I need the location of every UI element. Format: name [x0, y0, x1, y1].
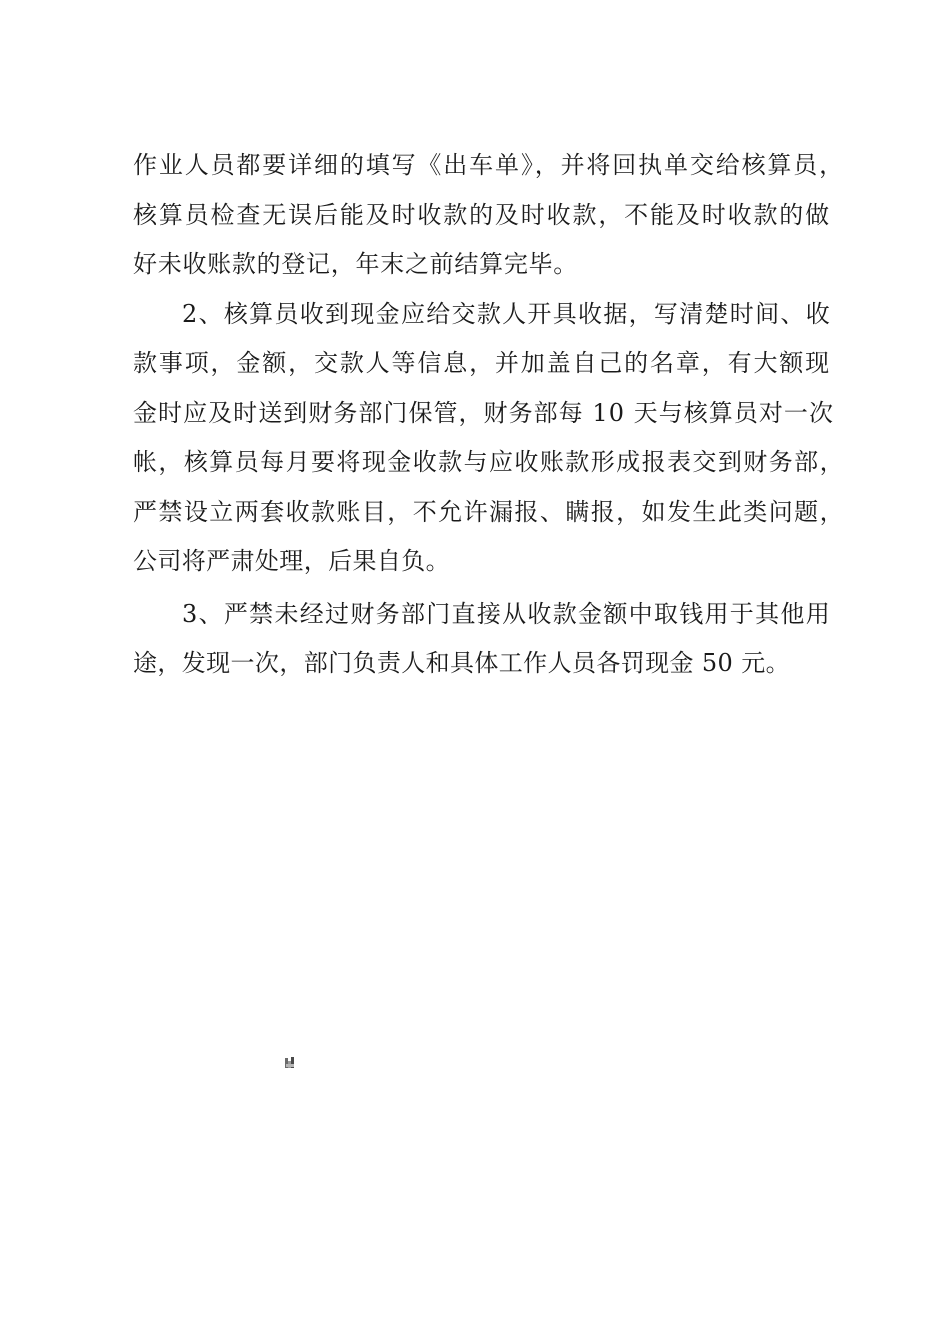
text-run: 好未收账款的登记，年末之前结算完毕。: [133, 250, 578, 278]
paragraph-3-line-1: [0, 594, 950, 634]
paragraph-1-line-2: [0, 195, 950, 235]
text-run: 3、严禁未经过财务部门直接从收款金额中取钱用于其他用: [182, 600, 831, 628]
paragraph-2-line-6: [0, 541, 950, 581]
small-image-fragment-icon: [284, 1056, 296, 1070]
paragraph-1-line-3: [0, 244, 950, 284]
text-run: 核算员检查无误后能及时收款的及时收款，不能及时收款的做: [133, 201, 831, 229]
text-run: 作业人员都要详细的填写《出车单》，并将回执单交给核算员，: [133, 151, 845, 179]
text-run: 帐，核算员每月要将现金收款与应收账款形成报表交到财务部，: [133, 448, 845, 476]
text-run: 款事项，金额，交款人等信息，并加盖自己的名章，有大额现: [133, 349, 831, 377]
paragraph-2-line-3: [0, 393, 950, 433]
paragraph-3-line-2: [0, 643, 950, 683]
text-run: 严禁设立两套收款账目，不允许漏报、瞒报，如发生此类问题，: [133, 498, 845, 526]
paragraph-2-line-4: [0, 442, 950, 482]
paragraph-2-line-5: [0, 492, 950, 532]
paragraph-2-line-1: [0, 294, 950, 334]
text-run: 金时应及时送到财务部门保管，财务部每 10 天与核算员对一次: [133, 399, 834, 427]
paragraph-1-line-1: [0, 145, 950, 185]
text-run: 2、核算员收到现金应给交款人开具收据，写清楚时间、收: [182, 300, 831, 328]
paragraph-2-line-2: [0, 343, 950, 383]
text-run: 途，发现一次，部门负责人和具体工作人员各罚现金 50 元。: [133, 649, 790, 677]
text-run: 公司将严肃处理，后果自负。: [133, 547, 450, 575]
